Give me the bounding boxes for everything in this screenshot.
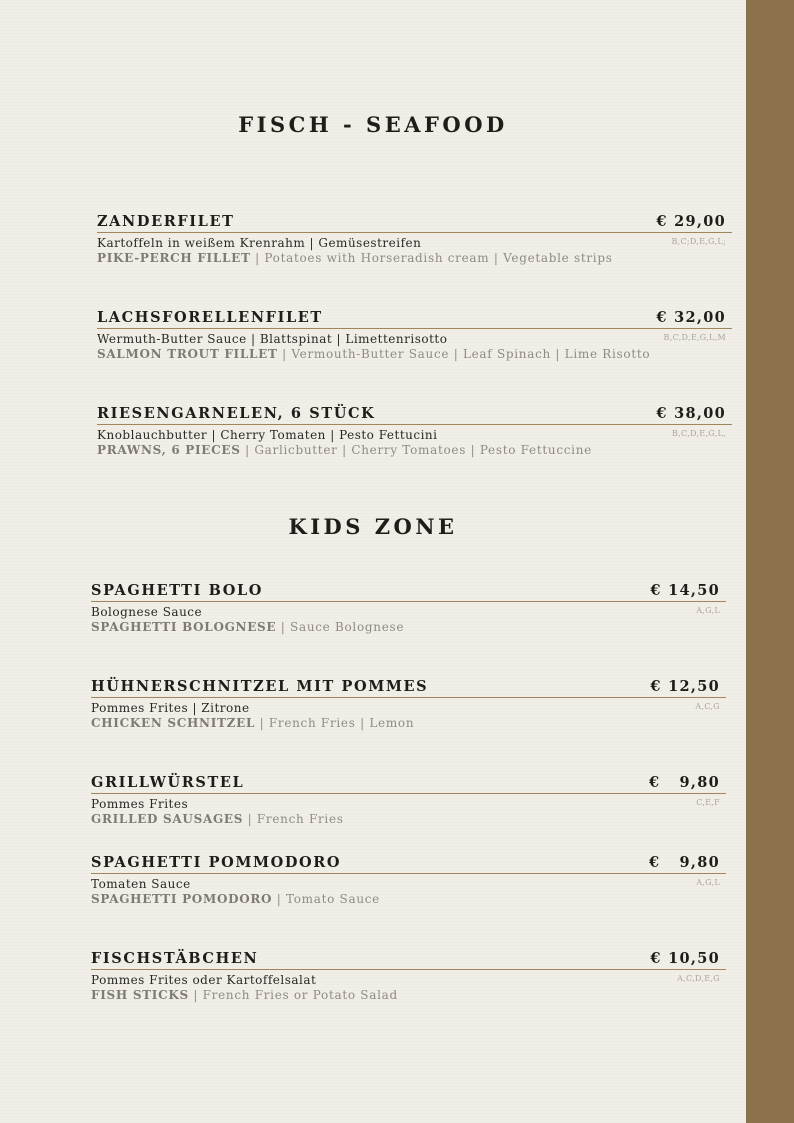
item-allergens: B,C;D,E,G,L;	[671, 237, 726, 246]
item-name-english: PRAWNS, 6 PIECES	[97, 443, 241, 457]
item-description-english-text: | Tomato Sauce	[272, 892, 380, 906]
item-description-english-text: | Garlicbutter | Cherry Tomatoes | Pesto Fettuccine	[240, 443, 592, 457]
item-name-english: PIKE-PERCH FILLET	[97, 251, 251, 265]
item-name-english: SPAGHETTI POMODORO	[91, 892, 273, 906]
item-name: GRILLWÜRSTEL	[91, 774, 245, 791]
item-price: € 14,50	[650, 582, 720, 599]
item-description-english-text: | Sauce Bolognese	[276, 620, 405, 634]
item-description-german: Pommes Frites	[91, 797, 189, 811]
item-price: € 29,00	[656, 213, 726, 230]
item-name-english: GRILLED SAUSAGES	[91, 812, 244, 826]
item-allergens: A,C,D,E,G	[677, 974, 720, 983]
item-name-english: SPAGHETTI BOLOGNESE	[91, 620, 277, 634]
menu-item	[91, 772, 726, 826]
item-description-english-text: | Potatoes with Horseradish cream | Vegetable strips	[250, 251, 613, 265]
item-allergens: B,C,D,E,G,L,	[672, 429, 726, 438]
menu-item	[91, 580, 726, 634]
item-description-german: Pommes Frites oder Kartoffelsalat	[91, 973, 317, 987]
item-description-english	[91, 620, 726, 634]
item-description-english	[97, 251, 732, 265]
item-description-english	[91, 892, 726, 906]
item-description-german: Bolognese Sauce	[91, 605, 203, 619]
item-description-english-text: | Vermouth-Butter Sauce | Leaf Spinach | Lime Risotto	[277, 347, 651, 361]
menu-item	[97, 307, 732, 361]
item-description-german: Kartoffeln in weißem Krenrahm | Gemüsestreifen	[97, 236, 422, 250]
item-price: € 38,00	[656, 405, 726, 422]
item-description-english	[91, 716, 726, 730]
item-allergens: A,G,L	[696, 878, 720, 887]
item-allergens: B,C,D,E,G,L,M	[663, 333, 726, 342]
item-description-english-text: | French Fries	[243, 812, 344, 826]
item-name-english: CHICKEN SCHNITZEL	[91, 716, 256, 730]
item-name: LACHSFORELLENFILET	[97, 309, 323, 326]
item-description-german: Pommes Frites | Zitrone	[91, 701, 250, 715]
menu-item	[97, 211, 732, 265]
item-price: € 9,80	[649, 774, 720, 791]
item-name-english: SALMON TROUT FILLET	[97, 347, 278, 361]
item-name: HÜHNERSCHNITZEL MIT POMMES	[91, 678, 429, 695]
item-description-german: Tomaten Sauce	[91, 877, 191, 891]
item-description-german: Wermuth-Butter Sauce | Blattspinat | Limettenrisotto	[97, 332, 448, 346]
item-description-german: Knoblauchbutter | Cherry Tomaten | Pesto Fettucini	[97, 428, 438, 442]
item-description-english	[91, 988, 726, 1002]
item-price: € 9,80	[649, 854, 720, 871]
item-allergens: C,E,F	[696, 798, 720, 807]
item-description-english	[97, 443, 732, 457]
item-description-english-text: | French Fries or Potato Salad	[188, 988, 398, 1002]
item-name: ZANDERFILET	[97, 213, 235, 230]
section-title-kids-zone: KIDS ZONE	[288, 514, 458, 539]
item-name: SPAGHETTI BOLO	[91, 582, 263, 599]
item-description-english-text: | French Fries | Lemon	[255, 716, 415, 730]
item-name: SPAGHETTI POMMODORO	[91, 854, 342, 871]
item-allergens: A,G,L	[696, 606, 720, 615]
item-name-english: FISH STICKS	[91, 988, 189, 1002]
section-title-seafood: FISCH - SEAFOOD	[238, 112, 508, 137]
item-description-english	[91, 812, 726, 826]
item-price: € 10,50	[650, 950, 720, 967]
item-allergens: A,C,G	[695, 702, 720, 711]
menu-item	[91, 852, 726, 906]
menu-item	[91, 676, 726, 730]
menu-item	[97, 403, 732, 457]
item-name: RIESENGARNELEN, 6 STÜCK	[97, 405, 376, 422]
item-description-english	[97, 347, 732, 361]
decorative-side-bar	[746, 0, 794, 1123]
item-name: FISCHSTÄBCHEN	[91, 950, 259, 967]
item-price: € 32,00	[656, 309, 726, 326]
item-price: € 12,50	[650, 678, 720, 695]
menu-item	[91, 948, 726, 1002]
